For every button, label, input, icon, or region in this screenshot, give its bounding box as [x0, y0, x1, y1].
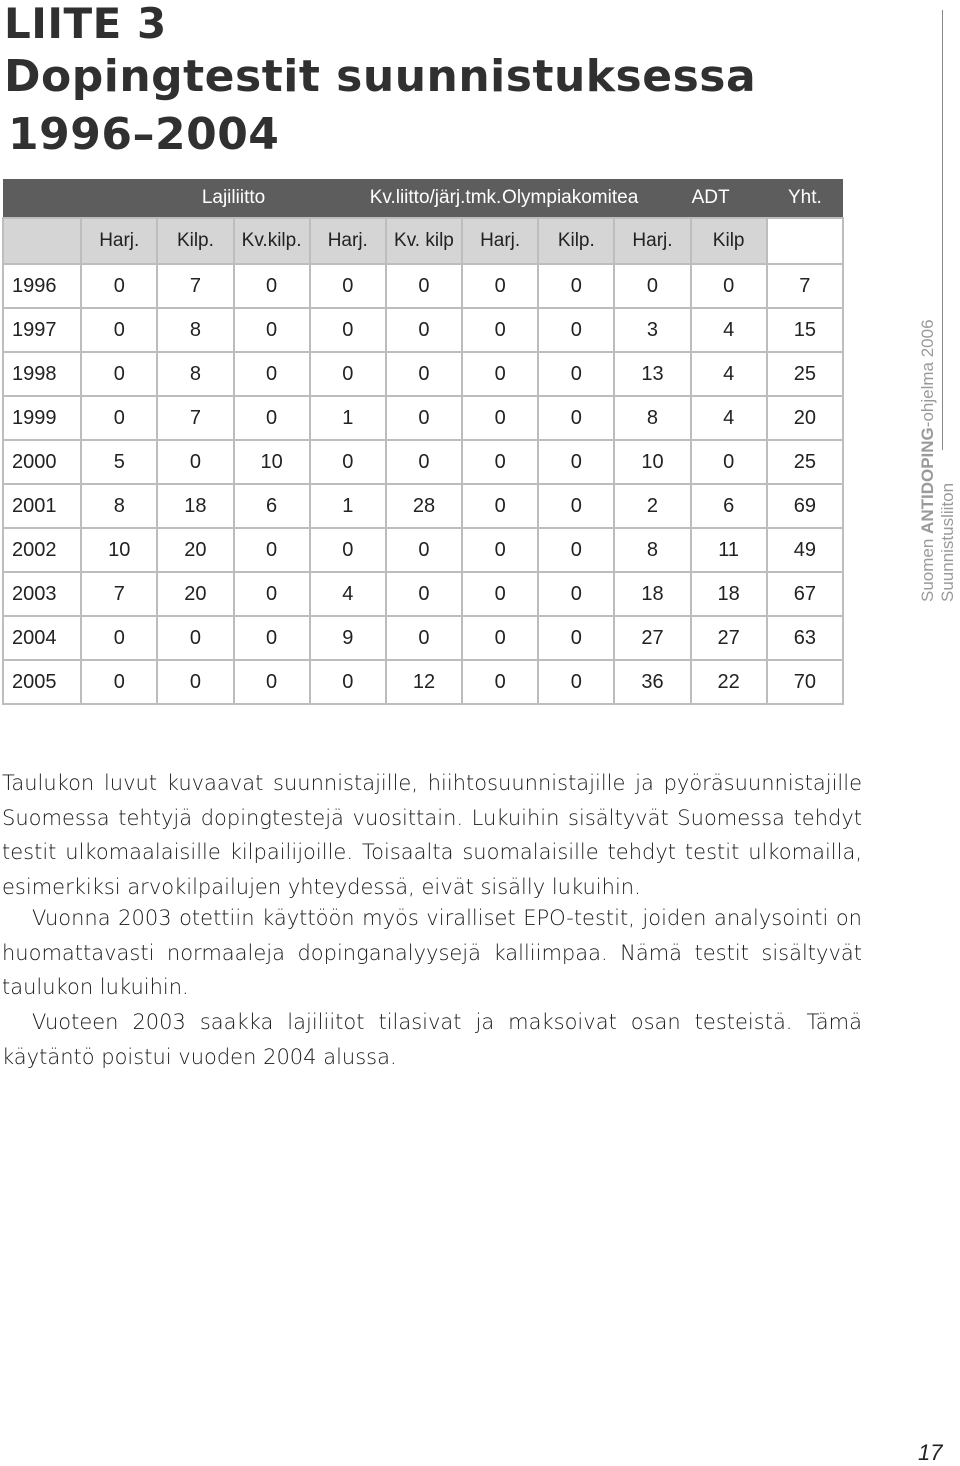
value-cell: 0 — [386, 308, 462, 352]
doping-tests-table — [2, 179, 844, 705]
value-cell: 4 — [691, 396, 767, 440]
value-cell: 0 — [538, 264, 614, 308]
group-header-kv-liitto: Kv.liitto/järj.tmk. — [310, 179, 462, 218]
table-row — [3, 352, 843, 396]
value-cell: 13 — [614, 352, 690, 396]
value-cell: 0 — [386, 352, 462, 396]
year-cell: 1996 — [3, 264, 81, 308]
value-cell: 20 — [157, 528, 233, 572]
value-cell: 0 — [310, 264, 386, 308]
value-cell: 0 — [386, 616, 462, 660]
table-row — [3, 572, 843, 616]
sub-header: Kilp. — [157, 218, 233, 264]
value-cell: 0 — [538, 308, 614, 352]
value-cell: 8 — [157, 308, 233, 352]
value-cell: 0 — [538, 484, 614, 528]
value-cell: 0 — [386, 396, 462, 440]
value-cell: 0 — [462, 528, 538, 572]
value-cell: 0 — [157, 660, 233, 704]
value-cell: 0 — [81, 396, 157, 440]
value-cell: 7 — [767, 264, 843, 308]
year-cell: 2005 — [3, 660, 81, 704]
value-cell: 28 — [386, 484, 462, 528]
value-cell: 36 — [614, 660, 690, 704]
value-cell: 0 — [81, 352, 157, 396]
value-cell: 0 — [386, 264, 462, 308]
value-cell: 1 — [310, 396, 386, 440]
appendix-label: LIITE 3 — [4, 0, 167, 48]
sidebar-line-1: Suomen ANTIDOPING-ohjelma 2006 — [918, 319, 937, 602]
value-cell: 0 — [462, 396, 538, 440]
value-cell: 5 — [81, 440, 157, 484]
table-row — [3, 660, 843, 704]
value-cell: 0 — [462, 484, 538, 528]
value-cell: 0 — [462, 572, 538, 616]
value-cell: 0 — [234, 308, 310, 352]
page-number: 17 — [918, 1440, 943, 1465]
year-cell: 2001 — [3, 484, 81, 528]
value-cell: 25 — [767, 440, 843, 484]
value-cell: 4 — [310, 572, 386, 616]
year-cell: 1998 — [3, 352, 81, 396]
value-cell: 0 — [234, 660, 310, 704]
table-row — [3, 440, 843, 484]
value-cell: 7 — [157, 264, 233, 308]
value-cell: 0 — [691, 440, 767, 484]
value-cell: 0 — [310, 660, 386, 704]
value-cell: 0 — [538, 616, 614, 660]
value-cell: 0 — [538, 440, 614, 484]
year-cell: 2004 — [3, 616, 81, 660]
year-cell: 2002 — [3, 528, 81, 572]
group-header-row — [3, 179, 843, 218]
table-row — [3, 396, 843, 440]
value-cell: 0 — [538, 660, 614, 704]
table-body — [3, 264, 843, 704]
value-cell: 10 — [614, 440, 690, 484]
page-title-years: 1996–2004 — [8, 109, 280, 160]
value-cell: 11 — [691, 528, 767, 572]
table-row — [3, 484, 843, 528]
value-cell: 0 — [310, 352, 386, 396]
value-cell: 20 — [767, 396, 843, 440]
value-cell: 15 — [767, 308, 843, 352]
sidebar-running-title — [918, 232, 960, 602]
table-row — [3, 616, 843, 660]
value-cell: 0 — [81, 308, 157, 352]
value-cell: 8 — [614, 528, 690, 572]
value-cell: 0 — [234, 528, 310, 572]
value-cell: 0 — [462, 352, 538, 396]
value-cell: 18 — [157, 484, 233, 528]
value-cell: 0 — [538, 572, 614, 616]
value-cell: 0 — [234, 396, 310, 440]
group-header-adt: ADT — [614, 179, 766, 218]
value-cell: 0 — [462, 660, 538, 704]
value-cell: 69 — [767, 484, 843, 528]
value-cell: 0 — [234, 616, 310, 660]
value-cell: 10 — [234, 440, 310, 484]
group-header-total: Yht. — [767, 179, 843, 218]
value-cell: 0 — [310, 528, 386, 572]
value-cell: 0 — [386, 572, 462, 616]
value-cell: 4 — [691, 308, 767, 352]
value-cell: 0 — [81, 616, 157, 660]
body-paragraph-2: Vuonna 2003 otettiin käyttöön myös viralliset EPO-testit, joiden analysointi on huomattavasti normaaleja dopinganalyysejä kalliimpaa. Nämä testit sisältyvät taulukon lukuihin. — [2, 906, 862, 999]
value-cell: 6 — [691, 484, 767, 528]
value-cell: 0 — [234, 264, 310, 308]
value-cell: 0 — [691, 264, 767, 308]
value-cell: 25 — [767, 352, 843, 396]
year-cell: 2000 — [3, 440, 81, 484]
value-cell: 3 — [614, 308, 690, 352]
value-cell: 0 — [462, 264, 538, 308]
value-cell: 8 — [157, 352, 233, 396]
value-cell: 0 — [386, 440, 462, 484]
value-cell: 0 — [310, 440, 386, 484]
sub-header: Kv. kilp — [386, 218, 462, 264]
value-cell: 0 — [310, 308, 386, 352]
sub-header: Kv.kilp. — [234, 218, 310, 264]
value-cell: 0 — [81, 660, 157, 704]
value-cell: 0 — [462, 308, 538, 352]
value-cell: 67 — [767, 572, 843, 616]
value-cell: 0 — [538, 528, 614, 572]
page-title: Dopingtestit suunnistuksessa — [4, 51, 757, 102]
value-cell: 6 — [234, 484, 310, 528]
value-cell: 0 — [462, 616, 538, 660]
sub-header: Harj. — [462, 218, 538, 264]
year-cell: 2003 — [3, 572, 81, 616]
value-cell: 22 — [691, 660, 767, 704]
table-row — [3, 264, 843, 308]
value-cell: 7 — [157, 396, 233, 440]
body-paragraph-1: Taulukon luvut kuvaavat suunnistajille, hiihtosuunnistajille ja pyöräsuunnistajille Suomessa tehtyjä dopingtestejä vuosittain. Lukuihin sisältyvät Suomessa tehdyt testit ulkomaalaisille kilpailijoille. Toisaalta suomalaisille tehdyt testit ulkomailla, esimerkiksi arvokilpailujen yhteydessä, eivät sisälly lukuihin. — [2, 771, 862, 899]
value-cell: 0 — [462, 440, 538, 484]
value-cell: 0 — [614, 264, 690, 308]
value-cell: 4 — [691, 352, 767, 396]
value-cell: 8 — [81, 484, 157, 528]
table-row — [3, 528, 843, 572]
value-cell: 70 — [767, 660, 843, 704]
sub-header: Harj. — [614, 218, 690, 264]
value-cell: 2 — [614, 484, 690, 528]
group-header-olympiakomitea: Olympiakomitea — [462, 179, 614, 218]
sub-header: Kilp. — [538, 218, 614, 264]
value-cell: 27 — [614, 616, 690, 660]
sidebar-line-2: Suunnistusliiton — [938, 482, 957, 602]
sub-header: Harj. — [81, 218, 157, 264]
value-cell: 1 — [310, 484, 386, 528]
group-header-lajiliitto: Lajiliitto — [157, 179, 309, 218]
value-cell: 8 — [614, 396, 690, 440]
value-cell: 0 — [386, 528, 462, 572]
value-cell: 0 — [81, 264, 157, 308]
value-cell: 0 — [234, 352, 310, 396]
sub-header: Harj. — [310, 218, 386, 264]
sub-header-row — [3, 218, 843, 264]
sub-header: Kilp — [691, 218, 767, 264]
body-paragraph-3: Vuoteen 2003 saakka lajiliitot tilasivat ja maksoivat osan testeistä. Tämä käytäntö poistui vuoden 2004 alussa. — [2, 1010, 862, 1069]
value-cell: 18 — [614, 572, 690, 616]
value-cell: 0 — [157, 440, 233, 484]
value-cell: 12 — [386, 660, 462, 704]
value-cell: 7 — [81, 572, 157, 616]
value-cell: 0 — [234, 572, 310, 616]
table-row — [3, 308, 843, 352]
value-cell: 0 — [157, 616, 233, 660]
value-cell: 63 — [767, 616, 843, 660]
value-cell: 0 — [538, 352, 614, 396]
year-cell: 1999 — [3, 396, 81, 440]
value-cell: 9 — [310, 616, 386, 660]
value-cell: 0 — [538, 396, 614, 440]
value-cell: 10 — [81, 528, 157, 572]
value-cell: 27 — [691, 616, 767, 660]
value-cell: 18 — [691, 572, 767, 616]
value-cell: 49 — [767, 528, 843, 572]
year-cell: 1997 — [3, 308, 81, 352]
value-cell: 20 — [157, 572, 233, 616]
